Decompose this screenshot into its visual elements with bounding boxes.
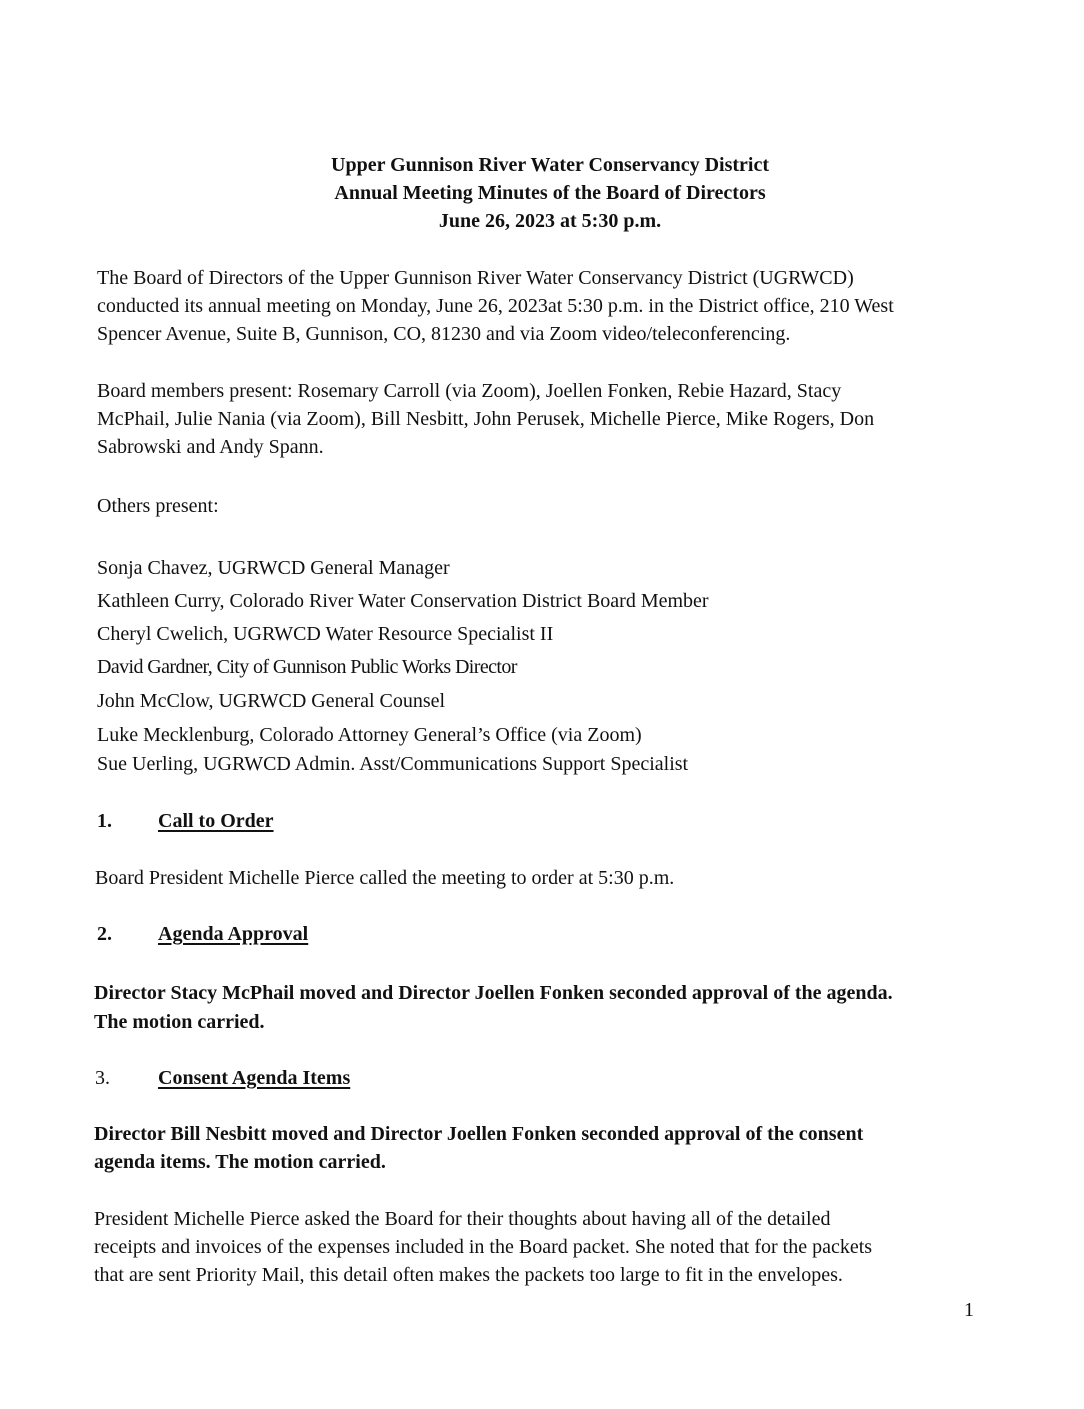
attendee-line: Sue Uerling, UGRWCD Admin. Asst/Communications Support Specialist	[97, 753, 689, 775]
section-title-agenda-approval: Agenda Approval	[158, 923, 309, 945]
discussion-line: receipts and invoices of the expenses included in the Board packet. She noted that for the packets	[94, 1236, 873, 1258]
motion-line: agenda items. The motion carried.	[94, 1151, 386, 1173]
section-title-consent-agenda-items: Consent Agenda Items	[158, 1067, 351, 1089]
section-number: 2.	[97, 923, 112, 945]
attendee-line: Sonja Chavez, UGRWCD General Manager	[97, 557, 450, 579]
intro-line: Spencer Avenue, Suite B, Gunnison, CO, 81230 and via Zoom video/teleconferencing.	[97, 323, 791, 345]
meeting-title-heading: Annual Meeting Minutes of the Board of Directors	[334, 182, 766, 204]
discussion-line: that are sent Priority Mail, this detail often makes the packets too large to fit in the envelopes.	[94, 1264, 843, 1286]
motion-line: Director Bill Nesbitt moved and Director Joellen Fonken seconded approval of the consent	[94, 1123, 864, 1145]
intro-line: The Board of Directors of the Upper Gunnison River Water Conservancy District (UGRWCD)	[97, 267, 854, 289]
board-present-line: McPhail, Julie Nania (via Zoom), Bill Nesbitt, John Perusek, Michelle Pierce, Mike Rogers, Don	[97, 408, 875, 430]
section-number: 3.	[95, 1067, 110, 1089]
discussion-line: President Michelle Pierce asked the Board for their thoughts about having all of the detailed	[94, 1208, 831, 1230]
section-title-call-to-order: Call to Order	[158, 810, 274, 832]
section-body-line: Board President Michelle Pierce called the meeting to order at 5:30 p.m.	[95, 867, 675, 889]
attendee-line: David Gardner, City of Gunnison Public Works Director	[97, 656, 517, 678]
district-name-heading: Upper Gunnison River Water Conservancy District	[331, 154, 769, 176]
attendee-line: Kathleen Curry, Colorado River Water Conservation District Board Member	[97, 590, 709, 612]
section-number: 1.	[97, 810, 112, 832]
motion-line: The motion carried.	[94, 1011, 265, 1033]
intro-line: conducted its annual meeting on Monday, June 26, 2023at 5:30 p.m. in the District office, 210 West	[97, 295, 894, 317]
motion-line: Director Stacy McPhail moved and Director Joellen Fonken seconded approval of the agenda.	[94, 982, 893, 1004]
others-present-label: Others present:	[97, 495, 219, 517]
meeting-date-heading: June 26, 2023 at 5:30 p.m.	[438, 210, 662, 232]
board-present-line: Board members present: Rosemary Carroll (via Zoom), Joellen Fonken, Rebie Hazard, Stacy	[97, 380, 842, 402]
attendee-line: Luke Mecklenburg, Colorado Attorney General’s Office (via Zoom)	[97, 724, 642, 746]
attendee-line: Cheryl Cwelich, UGRWCD Water Resource Specialist II	[97, 623, 554, 645]
attendee-line: John McClow, UGRWCD General Counsel	[97, 690, 446, 712]
page-number: 1	[964, 1299, 974, 1321]
board-present-line: Sabrowski and Andy Spann.	[97, 436, 324, 458]
